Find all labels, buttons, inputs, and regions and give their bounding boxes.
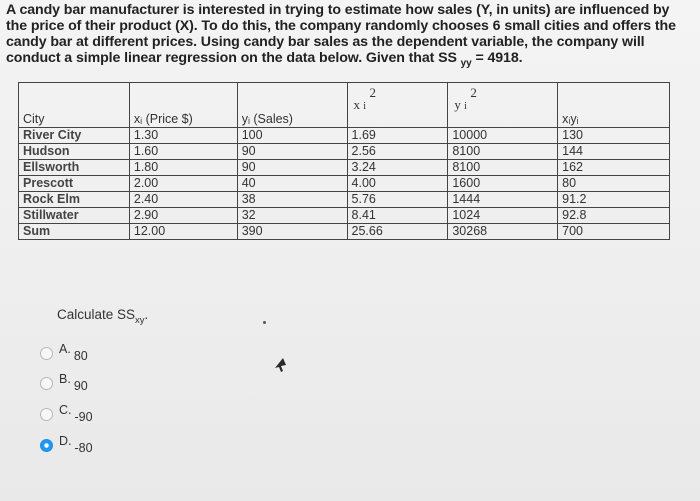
cell-city: Stillwater — [19, 208, 130, 224]
option-d[interactable] — [40, 434, 93, 456]
cell-city: River City — [19, 128, 130, 144]
cell-price: 2.00 — [129, 176, 237, 192]
cell-xy: 162 — [558, 160, 670, 176]
cell-x-squared: 2.56 — [347, 144, 448, 160]
cell-sales: 40 — [237, 176, 347, 192]
radio-button[interactable] — [40, 377, 53, 390]
question-body: A candy bar manufacturer is interested in trying to estimate how sales (Y, in units) are influenced by the price of their product (X). To do this, the company randomly chooses 6 small cities and offers the candy bar at different prices. Using candy bar sales as the dependent variable, the company will conduct a simple linear regression on the data below. Given that SS — [6, 2, 676, 66]
option-value: 80 — [73, 349, 88, 363]
cell-y-squared: 1444 — [448, 192, 558, 208]
cell-price: 2.40 — [129, 192, 237, 208]
y-squared-exponent: 2 — [470, 85, 477, 100]
table-row — [19, 176, 670, 192]
y-squared-symbol — [454, 87, 477, 113]
radio-button[interactable] — [40, 347, 53, 360]
table-row — [19, 144, 670, 160]
table-row — [19, 160, 670, 176]
prompt-text: Calculate SS — [57, 307, 136, 322]
radio-button[interactable] — [40, 408, 53, 421]
cell-x-squared: 1.69 — [347, 128, 448, 144]
cell-x-squared: 25.66 — [347, 224, 448, 240]
header-y-squared — [448, 83, 558, 128]
y-squared-base: y — [454, 97, 461, 112]
cell-city: Ellsworth — [19, 160, 130, 176]
cell-x-squared: 3.24 — [347, 160, 448, 176]
cell-xy: 130 — [558, 128, 670, 144]
option-b[interactable] — [40, 372, 88, 394]
option-letter: A. — [59, 342, 71, 356]
cell-y-squared: 30268 — [448, 224, 558, 240]
header-city: City — [19, 83, 130, 128]
given-ss-yy — [460, 50, 523, 69]
header-price: xᵢ (Price $) — [129, 83, 237, 128]
option-a[interactable] — [40, 342, 88, 364]
calculate-prompt — [57, 307, 149, 326]
cell-price: 2.90 — [129, 208, 237, 224]
cell-sales: 38 — [237, 192, 347, 208]
cell-sales: 100 — [237, 128, 347, 144]
data-table — [18, 82, 670, 240]
cell-price: 12.00 — [129, 224, 237, 240]
table-row — [19, 192, 670, 208]
x-squared-exponent: 2 — [369, 85, 377, 100]
option-value: 90 — [73, 379, 88, 393]
cell-x-squared: 5.76 — [347, 192, 448, 208]
cell-y-squared: 8100 — [448, 144, 558, 160]
x-squared-base: x — [353, 97, 361, 112]
cell-xy: 144 — [558, 144, 670, 160]
header-x-squared — [347, 83, 448, 128]
cell-city: Sum — [19, 224, 130, 240]
cell-sales: 90 — [237, 144, 347, 160]
cell-city: Rock Elm — [19, 192, 130, 208]
prompt-end: . — [144, 307, 149, 322]
radio-button-selected[interactable] — [40, 439, 53, 452]
option-letter: B. — [59, 372, 71, 386]
cell-y-squared: 1024 — [448, 208, 558, 224]
table-row-sum — [19, 224, 670, 240]
stray-dot — [263, 321, 266, 324]
x-squared-symbol — [354, 87, 377, 113]
cell-y-squared: 10000 — [448, 128, 558, 144]
cell-price: 1.80 — [129, 160, 237, 176]
cell-price: 1.60 — [129, 144, 237, 160]
cell-xy: 91.2 — [558, 192, 670, 208]
mouse-pointer-icon — [274, 357, 288, 373]
prompt-subscript: xy — [135, 315, 145, 326]
cell-y-squared: 1600 — [448, 176, 558, 192]
cell-sales: 90 — [237, 160, 347, 176]
table-row — [19, 128, 670, 144]
cell-y-squared: 8100 — [448, 160, 558, 176]
option-letter: D. — [59, 434, 72, 448]
option-value: -90 — [74, 410, 93, 424]
option-c[interactable] — [40, 403, 93, 425]
cell-xy: 700 — [558, 224, 670, 240]
header-sales: yᵢ (Sales) — [237, 83, 347, 128]
given-value: = 4918. — [475, 50, 523, 66]
cell-xy: 92.8 — [558, 208, 670, 224]
cell-sales: 32 — [237, 208, 347, 224]
cell-city: Prescott — [19, 176, 130, 192]
question-text — [6, 2, 692, 69]
table-row — [19, 208, 670, 224]
option-letter: C. — [59, 403, 72, 417]
cell-x-squared: 4.00 — [347, 176, 448, 192]
header-xy: xᵢyᵢ — [558, 83, 670, 128]
cell-city: Hudson — [19, 144, 130, 160]
option-value: -80 — [74, 441, 93, 455]
cell-price: 1.30 — [129, 128, 237, 144]
header-row — [19, 83, 670, 128]
cell-xy: 80 — [558, 176, 670, 192]
given-subscript: yy — [460, 58, 472, 69]
x-squared-subscript: i — [363, 101, 367, 112]
cell-x-squared: 8.41 — [347, 208, 448, 224]
y-squared-subscript: i — [464, 101, 467, 112]
cell-sales: 390 — [237, 224, 347, 240]
